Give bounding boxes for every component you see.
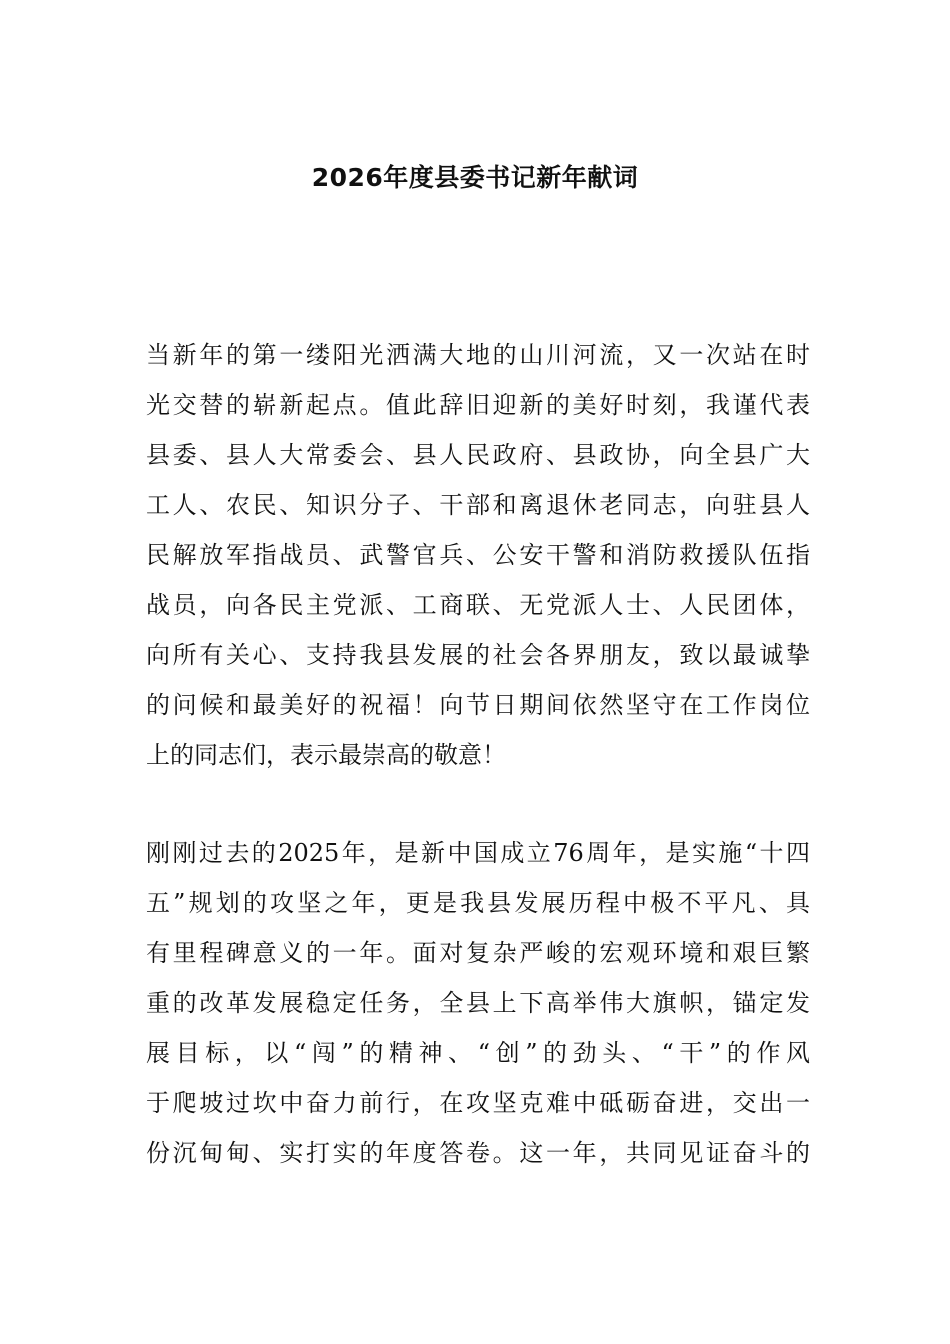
paragraph-greeting bbox=[146, 330, 810, 780]
text-line: 刚刚过去的2025年，是新中国成立76周年，是实施“十四 bbox=[146, 839, 810, 867]
text-line: 于爬坡过坎中奋力前行，在攻坚克难中砥砺奋进，交出一 bbox=[146, 1089, 810, 1117]
text-line: 展目标，以“闯”的精神、“创”的劲头、“干”的作风 bbox=[146, 1039, 810, 1067]
text-line: 向所有关心、支持我县发展的社会各界朋友，致以最诚挚 bbox=[146, 641, 810, 669]
text-line: 光交替的崭新起点。值此辞旧迎新的美好时刻，我谨代表 bbox=[146, 391, 810, 419]
text-line: 的问候和最美好的祝福！向节日期间依然坚守在工作岗位 bbox=[146, 691, 810, 719]
paragraph-review bbox=[146, 828, 810, 1178]
text-line: 重的改革发展稳定任务，全县上下高举伟大旗帜，锚定发 bbox=[146, 989, 810, 1017]
page-title: 2026年度县委书记新年献词 bbox=[311, 163, 639, 192]
text-line: 上的同志们，表示最崇高的敬意！ bbox=[146, 741, 506, 769]
text-line: 当新年的第一缕阳光洒满大地的山川河流，又一次站在时 bbox=[146, 341, 810, 369]
text-line: 份沉甸甸、实打实的年度答卷。这一年，共同见证奋斗的 bbox=[146, 1139, 810, 1167]
text-line: 工人、农民、知识分子、干部和离退休老同志，向驻县人 bbox=[146, 491, 810, 519]
text-line: 五”规划的攻坚之年，更是我县发展历程中极不平凡、具 bbox=[146, 889, 810, 917]
text-line: 战员，向各民主党派、工商联、无党派人士、人民团体， bbox=[146, 591, 810, 619]
text-line: 有里程碑意义的一年。面对复杂严峻的宏观环境和艰巨繁 bbox=[146, 939, 810, 967]
text-line: 民解放军指战员、武警官兵、公安干警和消防救援队伍指 bbox=[146, 541, 810, 569]
text-line: 县委、县人大常委会、县人民政府、县政协，向全县广大 bbox=[146, 441, 810, 469]
